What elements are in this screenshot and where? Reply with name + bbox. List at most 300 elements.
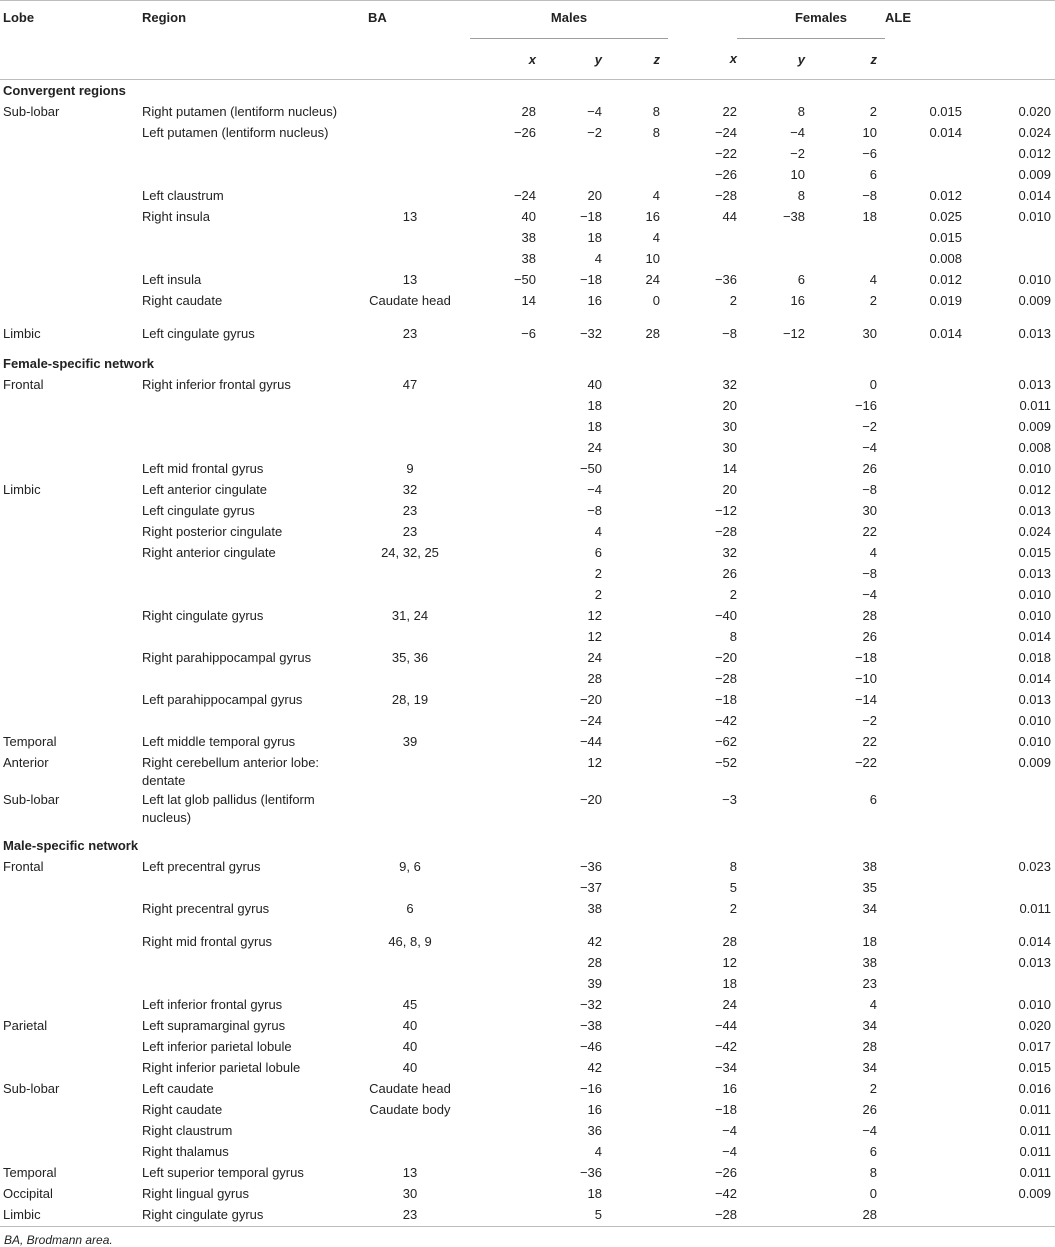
male-z-cell bbox=[602, 1121, 668, 1142]
male-x-cell bbox=[470, 1037, 536, 1058]
ale-female-cell bbox=[964, 228, 1055, 249]
section-title: Convergent regions bbox=[3, 83, 126, 98]
male-z-cell bbox=[602, 690, 668, 711]
female-z-cell: 0 bbox=[869, 377, 878, 392]
ale-male-cell bbox=[885, 1079, 964, 1100]
female-x-cell: 20 bbox=[722, 398, 737, 413]
ale-male-cell bbox=[885, 1100, 964, 1121]
ba-cell bbox=[350, 585, 470, 606]
female-z-cell: −10 bbox=[854, 671, 878, 686]
ale-male-cell bbox=[885, 1184, 964, 1205]
female-z-cell: 4 bbox=[869, 997, 878, 1012]
female-y-cell: 16 bbox=[790, 293, 805, 308]
ba-cell bbox=[350, 186, 470, 207]
male-y-cell: 24 bbox=[587, 650, 602, 665]
female-y-cell bbox=[737, 1184, 805, 1205]
ale-female-cell bbox=[964, 878, 1055, 899]
male-z-cell bbox=[602, 1142, 668, 1163]
female-y-cell bbox=[737, 732, 805, 753]
male-z-cell bbox=[602, 375, 668, 396]
female-y-cell bbox=[737, 1205, 805, 1227]
female-x-cell: 18 bbox=[722, 976, 737, 991]
female-z-cell: −8 bbox=[862, 566, 878, 581]
region-cell: Left anterior cingulate bbox=[142, 482, 268, 497]
ale-male-cell bbox=[885, 690, 964, 711]
ale-male-cell bbox=[885, 732, 964, 753]
lobe-cell bbox=[0, 291, 142, 312]
male-y-cell: 18 bbox=[587, 1186, 602, 1201]
male-x-cell bbox=[470, 396, 536, 417]
male-y-cell: 2 bbox=[594, 587, 602, 602]
male-z-cell: 0 bbox=[652, 293, 660, 308]
table-row bbox=[0, 396, 1055, 417]
female-z-cell: 6 bbox=[869, 792, 878, 807]
female-x-cell: −26 bbox=[714, 1165, 737, 1180]
lobe-cell bbox=[0, 522, 142, 543]
lobe-cell bbox=[0, 165, 142, 186]
table-row bbox=[0, 165, 1055, 186]
male-x-cell bbox=[470, 753, 536, 790]
male-y-cell bbox=[536, 144, 602, 165]
female-z-cell: −18 bbox=[854, 650, 878, 665]
ale-male-cell: 0.025 bbox=[929, 209, 963, 224]
region-cell: Left inferior parietal lobule bbox=[142, 1039, 292, 1054]
region-cell: Right cingulate gyrus bbox=[142, 608, 264, 623]
region-cell: Right thalamus bbox=[142, 1144, 229, 1159]
ale-male-cell bbox=[885, 480, 964, 501]
lobe-cell: Temporal bbox=[3, 734, 57, 749]
region-cell: Left inferior frontal gyrus bbox=[142, 997, 283, 1012]
table-row bbox=[0, 1121, 1055, 1142]
ba-cell: 31, 24 bbox=[391, 608, 429, 623]
male-z-cell bbox=[602, 627, 668, 648]
ba-cell bbox=[350, 627, 470, 648]
ba-cell: 45 bbox=[402, 997, 418, 1012]
ale-female-cell: 0.024 bbox=[1018, 125, 1052, 140]
region-cell bbox=[142, 627, 350, 648]
female-y-cell bbox=[737, 396, 805, 417]
lobe-cell: Frontal bbox=[3, 377, 44, 392]
male-x-cell bbox=[470, 501, 536, 522]
male-z-cell bbox=[602, 899, 668, 920]
ba-cell bbox=[350, 102, 470, 123]
female-y-cell: −4 bbox=[790, 125, 805, 140]
table-row bbox=[0, 249, 1055, 270]
female-y-cell bbox=[737, 932, 805, 953]
female-y-cell bbox=[737, 480, 805, 501]
female-x-cell: 22 bbox=[722, 104, 737, 119]
ale-male-cell bbox=[885, 711, 964, 732]
male-z-cell bbox=[602, 1100, 668, 1121]
lobe-cell: Temporal bbox=[3, 1165, 57, 1180]
female-x-cell: −18 bbox=[714, 692, 737, 707]
male-y-cell: 2 bbox=[594, 566, 602, 581]
male-z-cell bbox=[602, 396, 668, 417]
region-cell: Right caudate bbox=[142, 1102, 223, 1117]
lobe-cell bbox=[0, 1142, 142, 1163]
male-z-cell bbox=[602, 543, 668, 564]
table-row bbox=[0, 690, 1055, 711]
female-y-cell bbox=[737, 585, 805, 606]
section-heading bbox=[0, 835, 1055, 857]
table-footnote: BA, Brodmann area. bbox=[4, 1233, 113, 1247]
female-z-cell: 22 bbox=[862, 524, 878, 539]
male-x-cell bbox=[470, 995, 536, 1016]
table-row bbox=[0, 1205, 1055, 1227]
female-z-cell: 34 bbox=[862, 901, 878, 916]
female-y-cell bbox=[737, 878, 805, 899]
lobe-cell bbox=[0, 1100, 142, 1121]
table-row bbox=[0, 1037, 1055, 1058]
ale-female-cell: 0.009 bbox=[1018, 1186, 1052, 1201]
female-y-cell bbox=[737, 501, 805, 522]
ale-female-cell: 0.015 bbox=[1018, 1060, 1052, 1075]
ale-male-cell: 0.019 bbox=[929, 293, 963, 308]
ale-male-cell bbox=[885, 995, 964, 1016]
ale-male-cell bbox=[885, 753, 964, 790]
ale-male-cell bbox=[885, 1163, 964, 1184]
female-x-cell: 30 bbox=[722, 440, 737, 455]
lobe-cell bbox=[0, 186, 142, 207]
male-x-cell bbox=[470, 564, 536, 585]
ale-female-cell bbox=[964, 974, 1055, 995]
female-y-cell bbox=[737, 1058, 805, 1079]
table-row bbox=[0, 564, 1055, 585]
table-row bbox=[0, 953, 1055, 974]
male-z-cell: 10 bbox=[645, 251, 660, 266]
ale-female-cell: 0.017 bbox=[1018, 1039, 1052, 1054]
ba-cell: Caudate head bbox=[369, 1081, 451, 1096]
ale-female-cell: 0.013 bbox=[1018, 326, 1052, 341]
ba-cell bbox=[350, 228, 470, 249]
female-y-cell bbox=[737, 627, 805, 648]
female-x-cell: −22 bbox=[714, 146, 737, 161]
female-y-cell bbox=[737, 228, 805, 249]
ba-cell: 28, 19 bbox=[391, 692, 429, 707]
male-y-cell: −37 bbox=[579, 880, 602, 895]
header-male-x: x bbox=[528, 51, 536, 67]
male-z-cell bbox=[602, 1079, 668, 1100]
ba-cell: Caudate head bbox=[369, 293, 451, 308]
ale-male-cell bbox=[885, 417, 964, 438]
table-row bbox=[0, 438, 1055, 459]
lobe-cell: Parietal bbox=[3, 1018, 48, 1033]
female-z-cell: 4 bbox=[869, 272, 878, 287]
table-row bbox=[0, 1058, 1055, 1079]
male-z-cell bbox=[602, 438, 668, 459]
female-x-cell: −36 bbox=[714, 272, 737, 287]
female-x-cell: −28 bbox=[714, 671, 737, 686]
region-cell: Right parahippocampal gyrus bbox=[142, 650, 312, 665]
male-z-cell bbox=[602, 585, 668, 606]
table-row bbox=[0, 627, 1055, 648]
male-z-cell bbox=[602, 606, 668, 627]
ba-cell: 39 bbox=[402, 734, 418, 749]
ale-male-cell: 0.012 bbox=[929, 188, 963, 203]
male-x-cell bbox=[470, 522, 536, 543]
ba-cell bbox=[350, 753, 470, 790]
table-row bbox=[0, 932, 1055, 953]
region-cell: Right insula bbox=[142, 209, 210, 224]
header-male-z: z bbox=[653, 51, 660, 67]
lobe-cell bbox=[0, 144, 142, 165]
lobe-cell: Sub-lobar bbox=[3, 792, 60, 807]
ba-cell: 13 bbox=[402, 272, 418, 287]
female-x-cell: 20 bbox=[722, 482, 737, 497]
male-x-cell: 38 bbox=[521, 251, 536, 266]
ba-cell: 47 bbox=[402, 377, 418, 392]
male-y-cell: 28 bbox=[587, 671, 602, 686]
ba-cell: 35, 36 bbox=[391, 650, 429, 665]
ale-female-cell: 0.011 bbox=[1019, 1123, 1052, 1138]
ale-male-cell bbox=[885, 375, 964, 396]
ale-male-cell bbox=[885, 606, 964, 627]
ale-female-cell: 0.013 bbox=[1018, 692, 1052, 707]
region-cell bbox=[142, 974, 350, 995]
male-x-cell: 14 bbox=[521, 293, 536, 308]
region-cell: Left mid frontal gyrus bbox=[142, 461, 264, 476]
male-x-cell bbox=[470, 1121, 536, 1142]
male-y-cell: −2 bbox=[587, 125, 602, 140]
ale-female-cell: 0.009 bbox=[1018, 419, 1052, 434]
female-y-cell bbox=[737, 606, 805, 627]
female-y-cell bbox=[737, 1037, 805, 1058]
ba-cell: 23 bbox=[402, 326, 418, 341]
ba-cell: 6 bbox=[406, 901, 414, 916]
lobe-cell bbox=[0, 417, 142, 438]
male-y-cell: 28 bbox=[587, 955, 602, 970]
region-cell: Right claustrum bbox=[142, 1123, 233, 1138]
female-x-cell: 32 bbox=[722, 377, 737, 392]
female-z-cell: 2 bbox=[869, 1081, 878, 1096]
ale-male-cell bbox=[885, 1121, 964, 1142]
region-cell bbox=[142, 228, 350, 249]
table-row bbox=[0, 324, 1055, 345]
region-cell: Left superior temporal gyrus bbox=[142, 1165, 304, 1180]
table-row bbox=[0, 1100, 1055, 1121]
lobe-cell bbox=[0, 228, 142, 249]
ba-cell: 9 bbox=[406, 461, 414, 476]
table-row bbox=[0, 1016, 1055, 1037]
ba-cell: 23 bbox=[402, 1207, 418, 1222]
section-title: Male-specific network bbox=[3, 838, 139, 853]
lobe-cell bbox=[0, 878, 142, 899]
female-x-cell: 5 bbox=[729, 880, 737, 895]
female-z-cell: 2 bbox=[869, 104, 878, 119]
female-x-cell: −42 bbox=[714, 713, 737, 728]
ba-cell: 30 bbox=[402, 1186, 418, 1201]
male-z-cell bbox=[602, 669, 668, 690]
male-x-cell bbox=[470, 144, 536, 165]
ale-male-cell: 0.014 bbox=[929, 326, 963, 341]
section-heading bbox=[0, 353, 1055, 375]
ale-female-cell: 0.018 bbox=[1018, 650, 1052, 665]
male-z-cell bbox=[602, 144, 668, 165]
female-x-cell: 2 bbox=[729, 901, 737, 916]
ba-cell bbox=[350, 1121, 470, 1142]
ale-male-cell bbox=[885, 648, 964, 669]
lobe-cell bbox=[0, 396, 142, 417]
male-z-cell bbox=[602, 857, 668, 878]
male-x-cell bbox=[470, 417, 536, 438]
header-female-y: y bbox=[797, 51, 805, 67]
lobe-cell bbox=[0, 606, 142, 627]
table-row bbox=[0, 375, 1055, 396]
region-cell bbox=[142, 669, 350, 690]
ba-cell bbox=[350, 123, 470, 144]
ale-female-cell: 0.009 bbox=[1018, 755, 1052, 770]
ba-cell bbox=[350, 249, 470, 270]
ba-cell bbox=[350, 878, 470, 899]
female-z-cell: 28 bbox=[862, 1207, 878, 1222]
table-row bbox=[0, 669, 1055, 690]
male-y-cell: 6 bbox=[594, 545, 602, 560]
ale-female-cell: 0.010 bbox=[1018, 587, 1052, 602]
male-z-cell bbox=[602, 790, 668, 827]
male-z-cell: 4 bbox=[652, 188, 660, 203]
female-x-cell: 16 bbox=[722, 1081, 737, 1096]
male-y-cell: 5 bbox=[594, 1207, 602, 1222]
male-x-cell bbox=[470, 606, 536, 627]
male-y-cell: 16 bbox=[587, 1102, 602, 1117]
ba-cell: 24, 32, 25 bbox=[381, 545, 439, 560]
female-y-cell bbox=[737, 1163, 805, 1184]
male-z-cell bbox=[602, 1205, 668, 1227]
ale-female-cell: 0.020 bbox=[1018, 104, 1052, 119]
ale-male-cell bbox=[885, 438, 964, 459]
female-z-cell: 6 bbox=[869, 167, 878, 182]
male-y-cell: 40 bbox=[587, 377, 602, 392]
header-female-x: x bbox=[729, 51, 737, 67]
female-y-cell: −12 bbox=[782, 326, 805, 341]
female-y-cell bbox=[737, 543, 805, 564]
male-y-cell: 36 bbox=[587, 1123, 602, 1138]
male-y-cell: 12 bbox=[587, 755, 602, 770]
table-row bbox=[0, 543, 1055, 564]
female-y-cell bbox=[737, 438, 805, 459]
header-male-y: y bbox=[594, 51, 602, 67]
ale-male-cell bbox=[885, 1205, 964, 1227]
ba-cell bbox=[350, 669, 470, 690]
region-cell bbox=[142, 417, 350, 438]
ale-male-cell bbox=[885, 899, 964, 920]
ale-female-cell: 0.014 bbox=[1018, 671, 1052, 686]
male-x-cell: 38 bbox=[521, 230, 536, 245]
male-x-cell bbox=[470, 459, 536, 480]
region-cell bbox=[142, 564, 350, 585]
male-y-cell: −32 bbox=[579, 997, 602, 1012]
ale-male-cell bbox=[885, 790, 964, 827]
male-x-cell bbox=[470, 669, 536, 690]
male-x-cell bbox=[470, 953, 536, 974]
female-z-cell: 26 bbox=[862, 1102, 878, 1117]
ale-male-cell bbox=[885, 585, 964, 606]
female-z-cell: −6 bbox=[862, 146, 878, 161]
male-x-cell bbox=[470, 585, 536, 606]
region-cell: Right cerebellum anterior lobe: dentate bbox=[142, 755, 320, 788]
ba-cell: 46, 8, 9 bbox=[388, 934, 432, 949]
female-y-cell bbox=[737, 459, 805, 480]
male-z-cell: 16 bbox=[645, 209, 660, 224]
header-lobe: Lobe bbox=[3, 10, 35, 25]
table-row bbox=[0, 1184, 1055, 1205]
ale-male-cell bbox=[885, 857, 964, 878]
male-x-cell: 28 bbox=[521, 104, 536, 119]
ale-female-cell: 0.008 bbox=[1018, 440, 1052, 455]
male-z-cell: 24 bbox=[645, 272, 660, 287]
male-x-cell bbox=[470, 1100, 536, 1121]
lobe-cell bbox=[0, 690, 142, 711]
ale-female-cell: 0.010 bbox=[1018, 997, 1052, 1012]
table-row bbox=[0, 144, 1055, 165]
male-x-cell: −26 bbox=[513, 125, 536, 140]
female-x-cell: −52 bbox=[714, 755, 737, 770]
female-y-cell bbox=[737, 375, 805, 396]
female-z-cell: −14 bbox=[854, 692, 878, 707]
ba-cell bbox=[350, 144, 470, 165]
male-x-cell bbox=[470, 438, 536, 459]
ale-female-cell: 0.014 bbox=[1018, 188, 1052, 203]
male-z-cell bbox=[602, 480, 668, 501]
region-cell: Right mid frontal gyrus bbox=[142, 934, 273, 949]
lobe-cell bbox=[0, 207, 142, 228]
region-cell: Left precentral gyrus bbox=[142, 859, 261, 874]
ale-female-cell: 0.013 bbox=[1018, 955, 1052, 970]
region-cell: Left insula bbox=[142, 272, 202, 287]
female-z-cell: 23 bbox=[862, 976, 878, 991]
ale-female-cell: 0.013 bbox=[1018, 377, 1052, 392]
ba-cell bbox=[350, 396, 470, 417]
ale-male-cell: 0.015 bbox=[929, 230, 963, 245]
table-row bbox=[0, 522, 1055, 543]
lobe-cell bbox=[0, 585, 142, 606]
female-z-cell: 26 bbox=[862, 461, 878, 476]
female-y-cell bbox=[737, 790, 805, 827]
female-x-cell: 2 bbox=[729, 293, 737, 308]
male-x-cell bbox=[470, 480, 536, 501]
female-x-cell: −40 bbox=[714, 608, 737, 623]
male-x-cell bbox=[470, 1163, 536, 1184]
lobe-cell bbox=[0, 932, 142, 953]
ba-cell bbox=[350, 564, 470, 585]
ale-male-cell bbox=[885, 953, 964, 974]
table-row bbox=[0, 459, 1055, 480]
ale-male-cell bbox=[885, 564, 964, 585]
female-y-cell bbox=[737, 953, 805, 974]
ale-male-cell: 0.012 bbox=[929, 272, 963, 287]
male-y-cell: 42 bbox=[587, 1060, 602, 1075]
table-row bbox=[0, 228, 1055, 249]
header-region: Region bbox=[142, 10, 187, 25]
ba-cell bbox=[350, 438, 470, 459]
ale-male-cell bbox=[885, 627, 964, 648]
female-x-cell: 26 bbox=[722, 566, 737, 581]
region-cell: Right posterior cingulate bbox=[142, 524, 283, 539]
table-row bbox=[0, 878, 1055, 899]
female-x-cell: −44 bbox=[714, 1018, 737, 1033]
table-row bbox=[0, 1079, 1055, 1100]
lobe-cell bbox=[0, 627, 142, 648]
male-y-cell: −8 bbox=[587, 503, 602, 518]
table-row bbox=[0, 291, 1055, 312]
female-x-cell: −28 bbox=[714, 1207, 737, 1222]
region-cell bbox=[142, 165, 350, 186]
ba-cell bbox=[350, 417, 470, 438]
ale-female-cell: 0.023 bbox=[1018, 859, 1052, 874]
ale-male-cell bbox=[885, 669, 964, 690]
ale-male-cell bbox=[885, 459, 964, 480]
table-row bbox=[0, 186, 1055, 207]
